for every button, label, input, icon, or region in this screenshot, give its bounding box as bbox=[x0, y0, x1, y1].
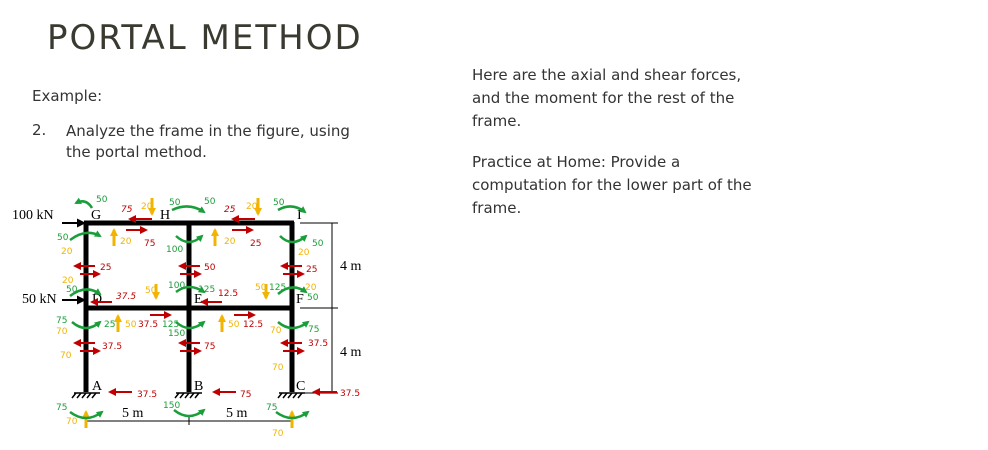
fixed-supports bbox=[72, 393, 305, 398]
node-b: B bbox=[194, 379, 204, 394]
force-label-dl75: 75 bbox=[56, 316, 68, 326]
force-values bbox=[56, 195, 360, 439]
example-label: Example: bbox=[32, 87, 103, 105]
force-label-f20: 20 bbox=[305, 283, 317, 293]
force-label-c375: 37.5 bbox=[340, 389, 361, 399]
force-label-d25: 25 bbox=[104, 320, 116, 330]
force-label-g75: 75 bbox=[121, 205, 133, 215]
force-label-e125c: 125 bbox=[269, 283, 287, 293]
force-label-h100: 100 bbox=[166, 245, 184, 255]
load-50kn: 50 kN bbox=[22, 292, 57, 307]
force-label-b150: 150 bbox=[163, 401, 181, 411]
node-a: A bbox=[92, 379, 103, 394]
force-label-d50b: 50 bbox=[145, 286, 157, 296]
force-label-gl50: 50 bbox=[57, 233, 69, 243]
force-label-d375: 37.5 bbox=[116, 292, 137, 302]
dim-span1: 5 m bbox=[122, 406, 144, 421]
force-label-c75: 75 bbox=[266, 403, 278, 413]
load-100kn: 100 kN bbox=[12, 208, 54, 223]
force-label-f75: 75 bbox=[308, 325, 320, 335]
force-label-f70: 70 bbox=[270, 326, 282, 336]
force-label-dl70: 70 bbox=[56, 327, 68, 337]
force-label-g20: 20 bbox=[141, 202, 153, 212]
force-label-g20b: 20 bbox=[120, 237, 132, 247]
force-label-e125e: 12.5 bbox=[243, 320, 264, 330]
dim-h2: 4 m bbox=[340, 345, 362, 360]
force-label-dc375: 37.5 bbox=[102, 342, 123, 352]
force-label-d50: 50 bbox=[66, 285, 78, 295]
force-label-h20: 20 bbox=[246, 202, 258, 212]
dim-span2: 5 m bbox=[226, 406, 248, 421]
force-label-ec75: 75 bbox=[204, 342, 216, 352]
force-label-e50b: 50 bbox=[228, 320, 240, 330]
force-label-ic25: 25 bbox=[306, 265, 318, 275]
dim-h1: 4 m bbox=[340, 259, 362, 274]
force-label-d20: 20 bbox=[62, 276, 74, 286]
force-label-f50: 50 bbox=[307, 293, 319, 303]
force-label-d375b: 37.5 bbox=[138, 320, 159, 330]
node-d: D bbox=[92, 292, 103, 307]
force-label-fc375: 37.5 bbox=[308, 339, 329, 349]
force-label-e100: 100 bbox=[168, 281, 186, 291]
note-forces: Here are the axial and shear forces, and the moment for the rest of the frame. bbox=[472, 66, 742, 130]
force-label-hc50: 50 bbox=[204, 263, 216, 273]
node-g: G bbox=[91, 208, 102, 223]
force-label-i20: 20 bbox=[298, 248, 310, 258]
force-label-h50b: 50 bbox=[204, 197, 216, 207]
note-practice: Practice at Home: Provide a computation for the lower part of the frame. bbox=[472, 153, 752, 217]
force-label-g50top: 50 bbox=[96, 195, 108, 205]
force-label-h20b: 20 bbox=[224, 237, 236, 247]
node-i: I bbox=[297, 208, 302, 223]
item-number: 2. bbox=[32, 121, 47, 139]
force-label-i50b: 50 bbox=[312, 239, 324, 249]
force-label-i50: 50 bbox=[273, 198, 285, 208]
force-label-d50c: 50 bbox=[125, 320, 137, 330]
slide-title: PORTAL METHOD bbox=[47, 18, 363, 58]
node-f: F bbox=[296, 292, 304, 307]
force-label-e150: 150 bbox=[168, 329, 186, 339]
frame-members bbox=[84, 222, 294, 392]
node-e: E bbox=[194, 292, 203, 307]
force-label-a375: 37.5 bbox=[137, 390, 158, 400]
item-text: Analyze the frame in the figure, using the portal method. bbox=[66, 122, 350, 161]
force-label-dl70b: 70 bbox=[60, 351, 72, 361]
force-label-gc25: 25 bbox=[100, 263, 112, 273]
force-label-a75: 75 bbox=[56, 403, 68, 413]
force-label-e125b: 12.5 bbox=[218, 289, 239, 299]
node-c: C bbox=[296, 379, 306, 394]
force-label-c70: 70 bbox=[272, 429, 284, 439]
force-label-f70b: 70 bbox=[272, 363, 284, 373]
node-h: H bbox=[160, 208, 171, 223]
force-label-g75b: 75 bbox=[144, 239, 156, 249]
force-label-h25: 25 bbox=[224, 205, 236, 215]
force-label-h50a: 50 bbox=[169, 198, 181, 208]
force-label-e50: 50 bbox=[255, 283, 267, 293]
force-label-e125d: 125 bbox=[162, 320, 180, 330]
force-label-gl20: 20 bbox=[61, 247, 73, 257]
force-label-e125: 125 bbox=[198, 285, 216, 295]
force-label-h25b: 25 bbox=[250, 239, 262, 249]
force-label-b75: 75 bbox=[240, 390, 252, 400]
force-label-a70: 70 bbox=[66, 417, 78, 427]
